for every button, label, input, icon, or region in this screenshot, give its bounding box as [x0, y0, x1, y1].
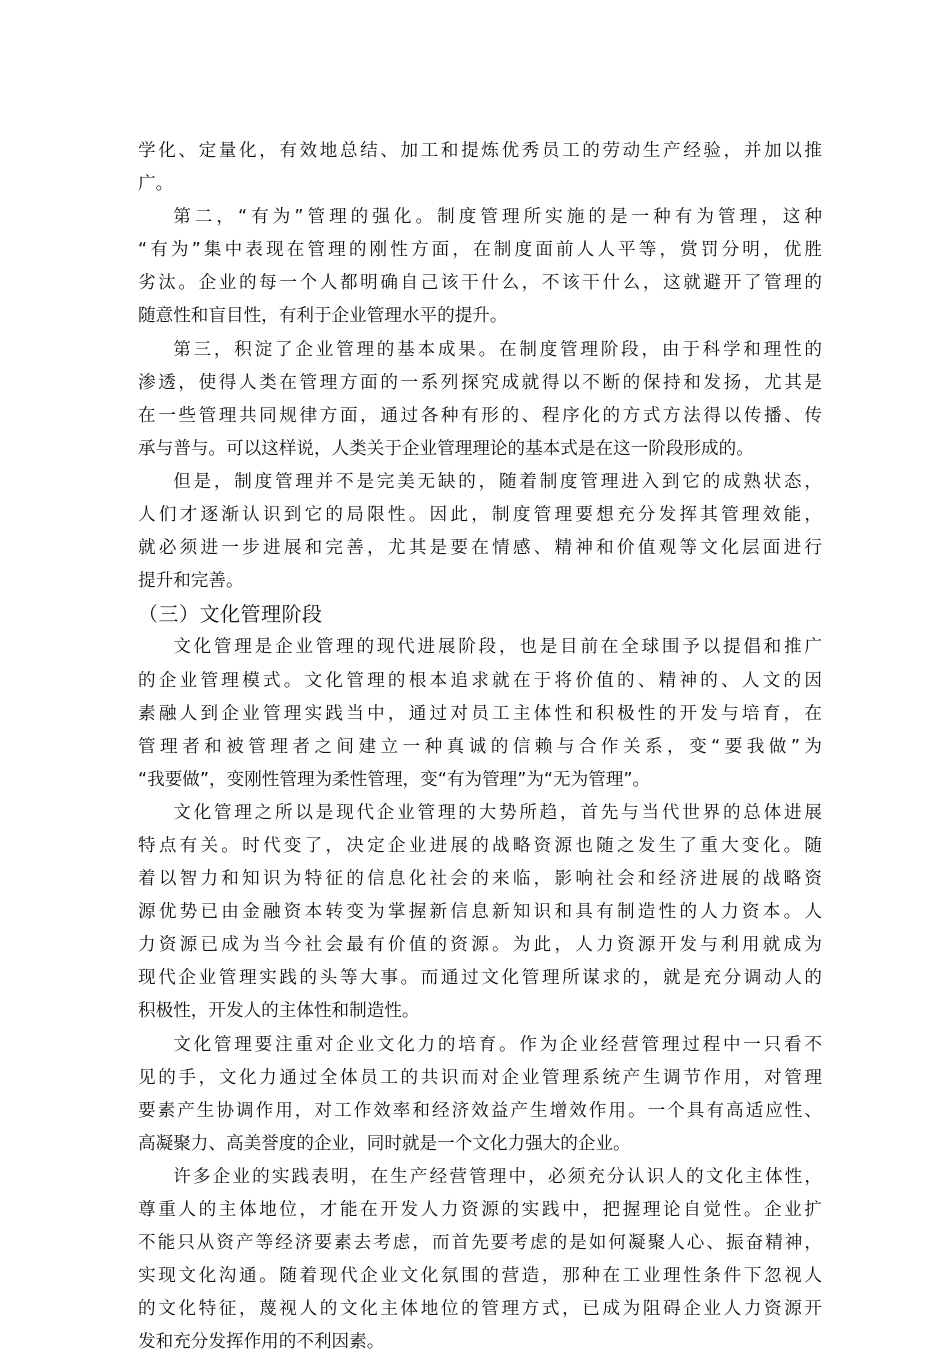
- paragraph: [138, 1161, 822, 1359]
- text-line: 现代企业管理实践的头等大事。而通过文化管理所谋求的，就是充分调动人的: [138, 968, 822, 989]
- text-line: 发和充分发挥作用的不利因素。: [138, 1332, 385, 1353]
- text-line: 源优势已由金融资本转变为掌握新信息新知识和具有制造性的人力资本。人: [138, 902, 822, 923]
- text-line: 人们才逐渐认识到它的局限性。因此，制度管理要想充分发挥其管理效能，: [138, 505, 822, 526]
- text-line: 不能只从资产等经济要素去考虑，而首先要考虑的是如何凝聚人心、振奋精神，: [138, 1233, 822, 1254]
- text-line: 文化管理之所以是现代企业管理的大势所趋，首先与当代世界的总体进展: [173, 802, 822, 823]
- text-line: 的文化特征，蔑视人的文化主体地位的管理方式，已成为阻碍企业人力资源开: [138, 1299, 822, 1320]
- text-line: 力资源已成为当今社会最有价值的资源。为此，人力资源开发与利用就成为: [138, 935, 822, 956]
- text-line: 但是，制度管理并不是完美无缺的，随着制度管理进入到它的成熟状态，: [173, 471, 822, 492]
- paragraph: [138, 135, 822, 201]
- text-line: 尊重人的主体地位，才能在开发人力资源的实践中，把握理论自觉性。企业扩: [138, 1200, 822, 1220]
- text-line: 承与普与。可以这样说，人类关于企业管理理论的基本式是在这一阶段形成的。: [138, 438, 754, 459]
- text-line: 高凝聚力、高美誉度的企业，同时就是一个文化力强大的企业。: [138, 1133, 631, 1154]
- text-line: 素融人到企业管理实践当中，通过对员工主体性和积极性的开发与培育，在: [138, 703, 822, 724]
- paragraph: [138, 797, 822, 1029]
- text-line: 学化、定量化，有效地总结、加工和提炼优秀员工的劳动生产经验，并加以推: [138, 141, 822, 161]
- paragraph: [138, 334, 822, 466]
- text-line: 管理者和被管理者之间建立一种真诚的信赖与合作关系，变“要我做”为: [138, 736, 822, 757]
- text-line: 许多企业的实践表明，在生产经营管理中，必须充分认识人的文化主体性，: [173, 1166, 822, 1187]
- text-line: 在一些管理共同规律方面，通过各种有形的、程序化的方式方法得以传播、传: [138, 405, 822, 426]
- paragraph: [138, 466, 822, 598]
- text-line: 第二，“有为”管理的强化。制度管理所实施的是一种有为管理，这种: [173, 207, 822, 228]
- text-line: 文化管理要注重对企业文化力的培育。作为企业经营管理过程中一只看不: [173, 1034, 822, 1055]
- text-line: 实现文化沟通。随着现代企业文化氛围的营造，那种在工业理性条件下忽视人: [138, 1266, 822, 1287]
- text-line: “我要做”，变刚性管理为柔性管理，变“有为管理”为“无为管理”。: [138, 769, 651, 790]
- paragraph: [138, 201, 822, 333]
- text-line: 着以智力和知识为特征的信息化社会的来临，影响社会和经济进展的战略资: [138, 869, 822, 890]
- paragraph: [138, 631, 822, 796]
- text-line: 文化管理是企业管理的现代进展阶段，也是目前在全球围予以提倡和推广: [173, 637, 822, 658]
- text-line: 随意性和盲目性，有利于企业管理水平的提升。: [138, 306, 508, 327]
- text-line: 广。: [138, 174, 174, 195]
- text-line: 特点有关。时代变了，决定企业进展的战略资源也随之发生了重大变化。随: [138, 835, 822, 856]
- text-line: 第三，积淀了企业管理的基本成果。在制度管理阶段，由于科学和理性的: [173, 339, 822, 360]
- document-body: [138, 135, 822, 1359]
- text-line: 见的手，文化力通过全体员工的共识而对企业管理系统产生调节作用，对管理: [138, 1067, 822, 1088]
- paragraph: [138, 1029, 822, 1161]
- text-line: 的企业管理模式。文化管理的根本追求就在于将价值的、精神的、人文的因: [138, 670, 822, 691]
- section-heading: （三）文化管理阶段: [138, 602, 323, 627]
- text-line: “有为”集中表现在管理的刚性方面，在制度面前人人平等，赏罚分明，优胜: [138, 240, 822, 261]
- text-line: 提升和完善。: [138, 571, 244, 592]
- text-line: 劣汰。企业的每一个人都明确自己该干什么，不该干什么，这就避开了管理的: [138, 273, 822, 294]
- text-line: 积极性，开发人的主体性和制造性。: [138, 1001, 420, 1022]
- text-line: 就必须进一步进展和完善，尤其是要在情感、精神和价值观等文化层面进行: [138, 538, 822, 559]
- text-line: 要素产生协调作用，对工作效率和经济效益产生增效作用。一个具有高适应性、: [138, 1100, 822, 1121]
- text-line: 渗透，使得人类在管理方面的一系列探究成就得以不断的保持和发扬，尤其是: [138, 372, 822, 393]
